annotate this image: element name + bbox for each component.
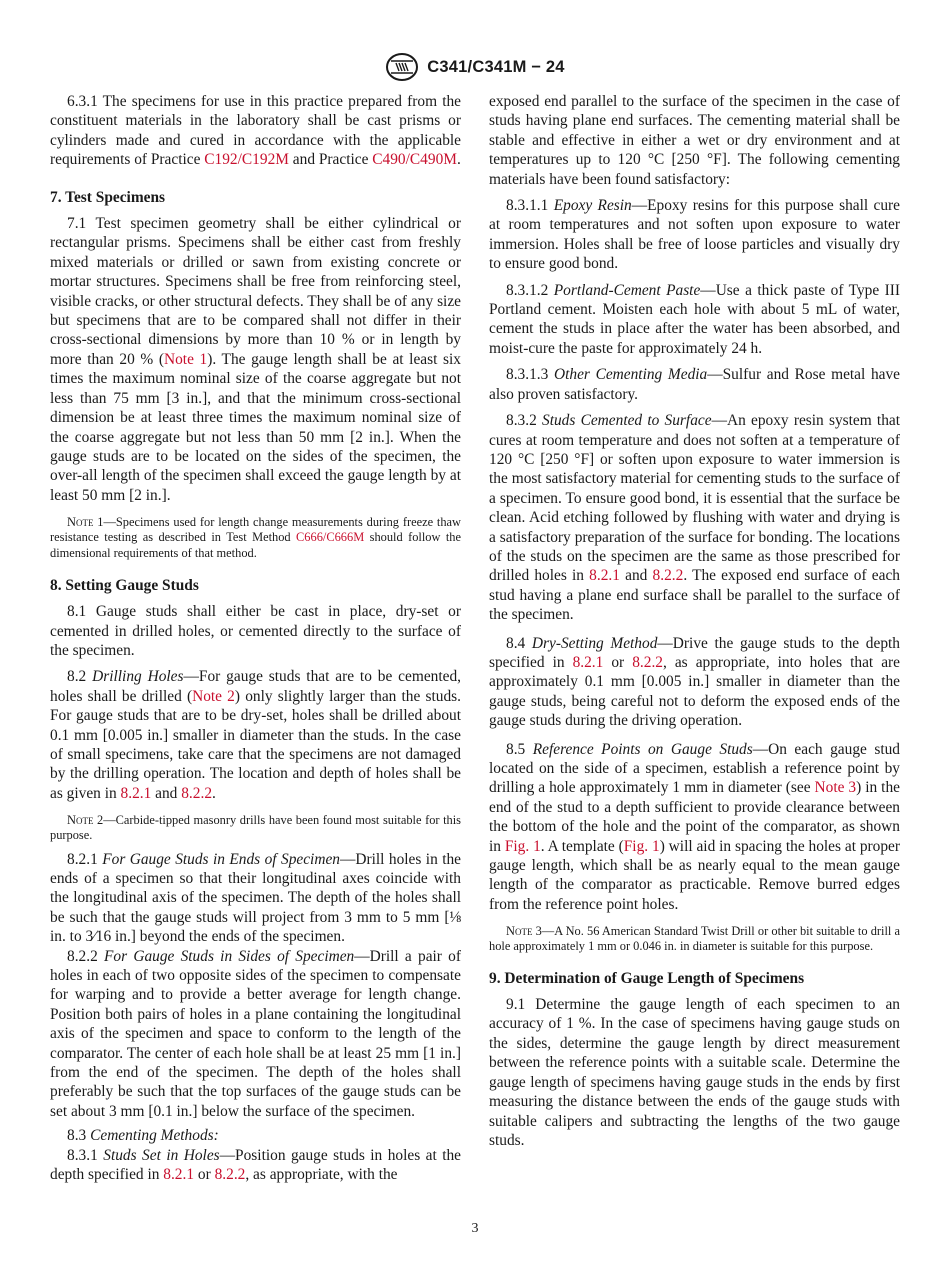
paragraph-8-3-1-2: 8.3.1.2 Portland-Cement Paste—Use a thick paste of Type III Portland cement. Moisten each hole with about 5 mL of water, cement the studs in place after the water has been absorbed, and moist-cure the paste for approximately 24 h. [489,281,901,357]
link-8-2-1[interactable]: 8.2.1 [163,1166,195,1184]
note-2: Note 2—Carbide-tipped masonry drills have been found most suitable for this purpose. [50,813,461,843]
section-heading-9: 9. Determination of Gauge Length of Specimens [489,969,805,987]
paragraph-8-5: 8.5 Reference Points on Gauge Studs—On each gauge stud located on the side of a specimen, establish a reference point by drilling a hole approximately 1 mm in diameter (see Note 3) in the end of the stud to a depth sufficient to provide clearance between the bottom of the hole and the point of the comparator, as shown in Fig. 1. A template (Fig. 1) will aid in spacing the holes at proper gauge length, which shall be as nearly equal to the mean gauge length of the comparator as practicable. Remove burred edges from the reference point holes. [489,740,901,913]
link-note-1[interactable]: Note 1 [163,350,208,368]
section-heading-7: 7. Test Specimens [50,188,166,206]
paragraph-8-3-2: 8.3.2 Studs Cemented to Surface—An epoxy resin system that cures at room temperature and does not soften at a temperature of 120 °C [250 °F] or soften upon exposure to water immersion is the most satisfactory material for cementing studs to the surface of a specimen. To ensure good bond, it is essential that the surface be clean. Acid etching followed by flushing with water and drying is a satisfactory preparation of the surface for bonding. The locations of the studs on the specimen are the same as those prescribed for drilled holes in 8.2.1 and 8.2.2. The exposed end surface of each stud having a plane end surface shall be parallel to the surface of the specimen. [489,412,901,624]
paragraph-8-2-2: 8.2.2 For Gauge Studs in Sides of Specimen—Drill a pair of holes in each of two opposite sides of the specimen to compensate for warping and to provide a better average for length change. Position both pairs of holes in a plane containing the longitudinal axis of the specimen and space to conform to the length of the comparator. The center of each hole shall be at least 25 mm [1 in.] from the end of the specimen. The depth of the holes shall preferably be such that the top surfaces of the gauge studs can be set about 3 mm [0.1 in.] below the surface of the specimen. [50,947,461,1120]
paragraph-9-1: 9.1 Determine the gauge length of each specimen to an accuracy of 1 %. In the case of specimens having gauge studs on the sides, determine the gauge length by direct measurement between the reference points with a suitable scale. Determine the gauge length of specimens having gauge studs in the ends by first measuring the distance between the ends of the gauge studs with suitable calipers and subtracting the lengths of the two gauge studs. [489,996,900,1149]
link-8-2-2[interactable]: 8.2.2 [632,653,663,671]
link-c666[interactable]: C666/C666M [296,530,365,545]
page-header [0,52,950,82]
paragraph-8-3-1-continued: exposed end parallel to the surface of the specimen in the case of studs having plane end surfaces. The cementing material shall be stable and effective in either a wet or dry environment and at temperatures up to 120 °C [250 °F]. The following cementing materials have been found satisfactory: [489,93,900,188]
paragraph-8-3: 8.3 Cementing Methods: [67,1127,219,1145]
paragraph-8-4: 8.4 Dry-Setting Method—Drive the gauge studs to the depth specified in 8.2.1 or 8.2.2, as appropriate, into holes that are approximately 0.1 mm [0.005 in.] smaller in diameter than the gauge studs, being careful not to deform the exposed ends of the gauge studs during the driving operation. [489,634,900,730]
note-1: Note 1—Specimens used for length change measurements during freeze thaw resistance testing as described in Test Method C666/C666M should follow the dimensional requirements of that method. [50,515,462,560]
link-note-2[interactable]: Note 2 [192,687,235,705]
link-c490[interactable]: C490/C490M [372,151,457,169]
link-fig-1-template[interactable]: Fig. 1 [623,837,660,855]
section-heading-8: 8. Setting Gauge Studs [50,576,199,594]
paragraph-8-2-1: 8.2.1 For Gauge Studs in Ends of Specimen—Drill holes in the ends of a specimen so that their longitudinal axes coincide with the longitudinal axis of the specimen. The depth of the holes shall be such that the gauge studs will project from 3 mm to 5 mm [⅛ in. to 3⁄16 in.] beyond the ends of the specimen. [50,850,461,946]
link-8-2-1[interactable]: 8.2.1 [572,653,604,671]
paragraph-8-3-1-3: 8.3.1.3 Other Cementing Media—Sulfur and Rose metal have also proven satisfactory. [489,366,901,403]
link-8-2-1[interactable]: 8.2.1 [589,567,620,585]
page-number: 3 [471,1221,479,1236]
paragraph-8-3-1: 8.3.1 Studs Set in Holes—Position gauge studs in holes at the depth specified in 8.2.1 or 8.2.2, as appropriate, with the [50,1146,462,1184]
paragraph-8-2: 8.2 Drilling Holes—For gauge studs that are to be cemented, holes shall be drilled (Note 2) only slightly larger than the studs. For gauge studs that are to be dry-set, holes shall be drilled about 0.1 mm [0.005 in.] smaller in diameter than the studs. In the case of small specimens, take care that the specimens are not damaged by the drilling operation. The location and depth of holes shall be as given in 8.2.1 and 8.2.2. [50,668,462,802]
paragraph-7-1: 7.1 Test specimen geometry shall be either cylindrical or rectangular prisms. Specimens shall be either cast from freshly mixed materials or drilled or sawn from existing concrete or mortar structures. Specimens shall be free from reinforcing steel, visible cracks, or other structural defects. They shall be of any size but specimens that are to be compared shall not differ in their cross-sectional dimensions by more than 10 % or in length by more than 20 % (Note 1). The gauge length shall be at least six times the maximum nominal size of the coarse aggregate but not less than 75 mm [3 in.], and that the minimum cross-sectional dimension be at least three times the maximum nominal size of the coarse aggregate but not less than 50 mm [2 in.]. When the gauge studs are to be located on the sides of the specimen, the over-all length of the specimen shall exceed the gauge length by at least 50 mm [2 in.]. [50,215,461,504]
paragraph-8-3-1-1: 8.3.1.1 Epoxy Resin—Epoxy resins for this purpose shall cure at room temperatures and not soften upon exposure to water immersion. Holes shall be free of loose particles and visually dry to ensure good bond. [489,197,901,273]
note-3: Note 3—A No. 56 American Standard Twist Drill or other bit suitable to drill a hole approximately 1 mm or 0.046 in. in diameter is suitable for this purpose. [489,924,900,954]
right-column [489,92,900,1157]
document-id: C341/C341M − 24 [427,57,565,76]
left-column [50,92,461,1185]
paragraph-6-3-1: 6.3.1 The specimens for use in this practice prepared from the constituent materials in the laboratory shall be cast prisms or cylinders made and cured in accordance with the applicable requirements of Practice C192/C192M and Practice C490/C490M. [50,93,461,169]
link-8-2-2[interactable]: 8.2.2 [181,784,213,802]
link-note-3[interactable]: Note 3 [814,779,857,797]
link-fig-1[interactable]: Fig. 1 [504,837,541,855]
link-8-2-2[interactable]: 8.2.2 [214,1166,246,1184]
link-8-2-2[interactable]: 8.2.2 [652,567,684,585]
astm-logo-icon [385,52,419,82]
paragraph-8-1: 8.1 Gauge studs shall either be cast in place, dry-set or cemented in drilled holes, or cemented directly to the surface of the specimen. [50,603,461,659]
link-8-2-1[interactable]: 8.2.1 [120,784,152,802]
link-c192[interactable]: C192/C192M [204,151,289,169]
